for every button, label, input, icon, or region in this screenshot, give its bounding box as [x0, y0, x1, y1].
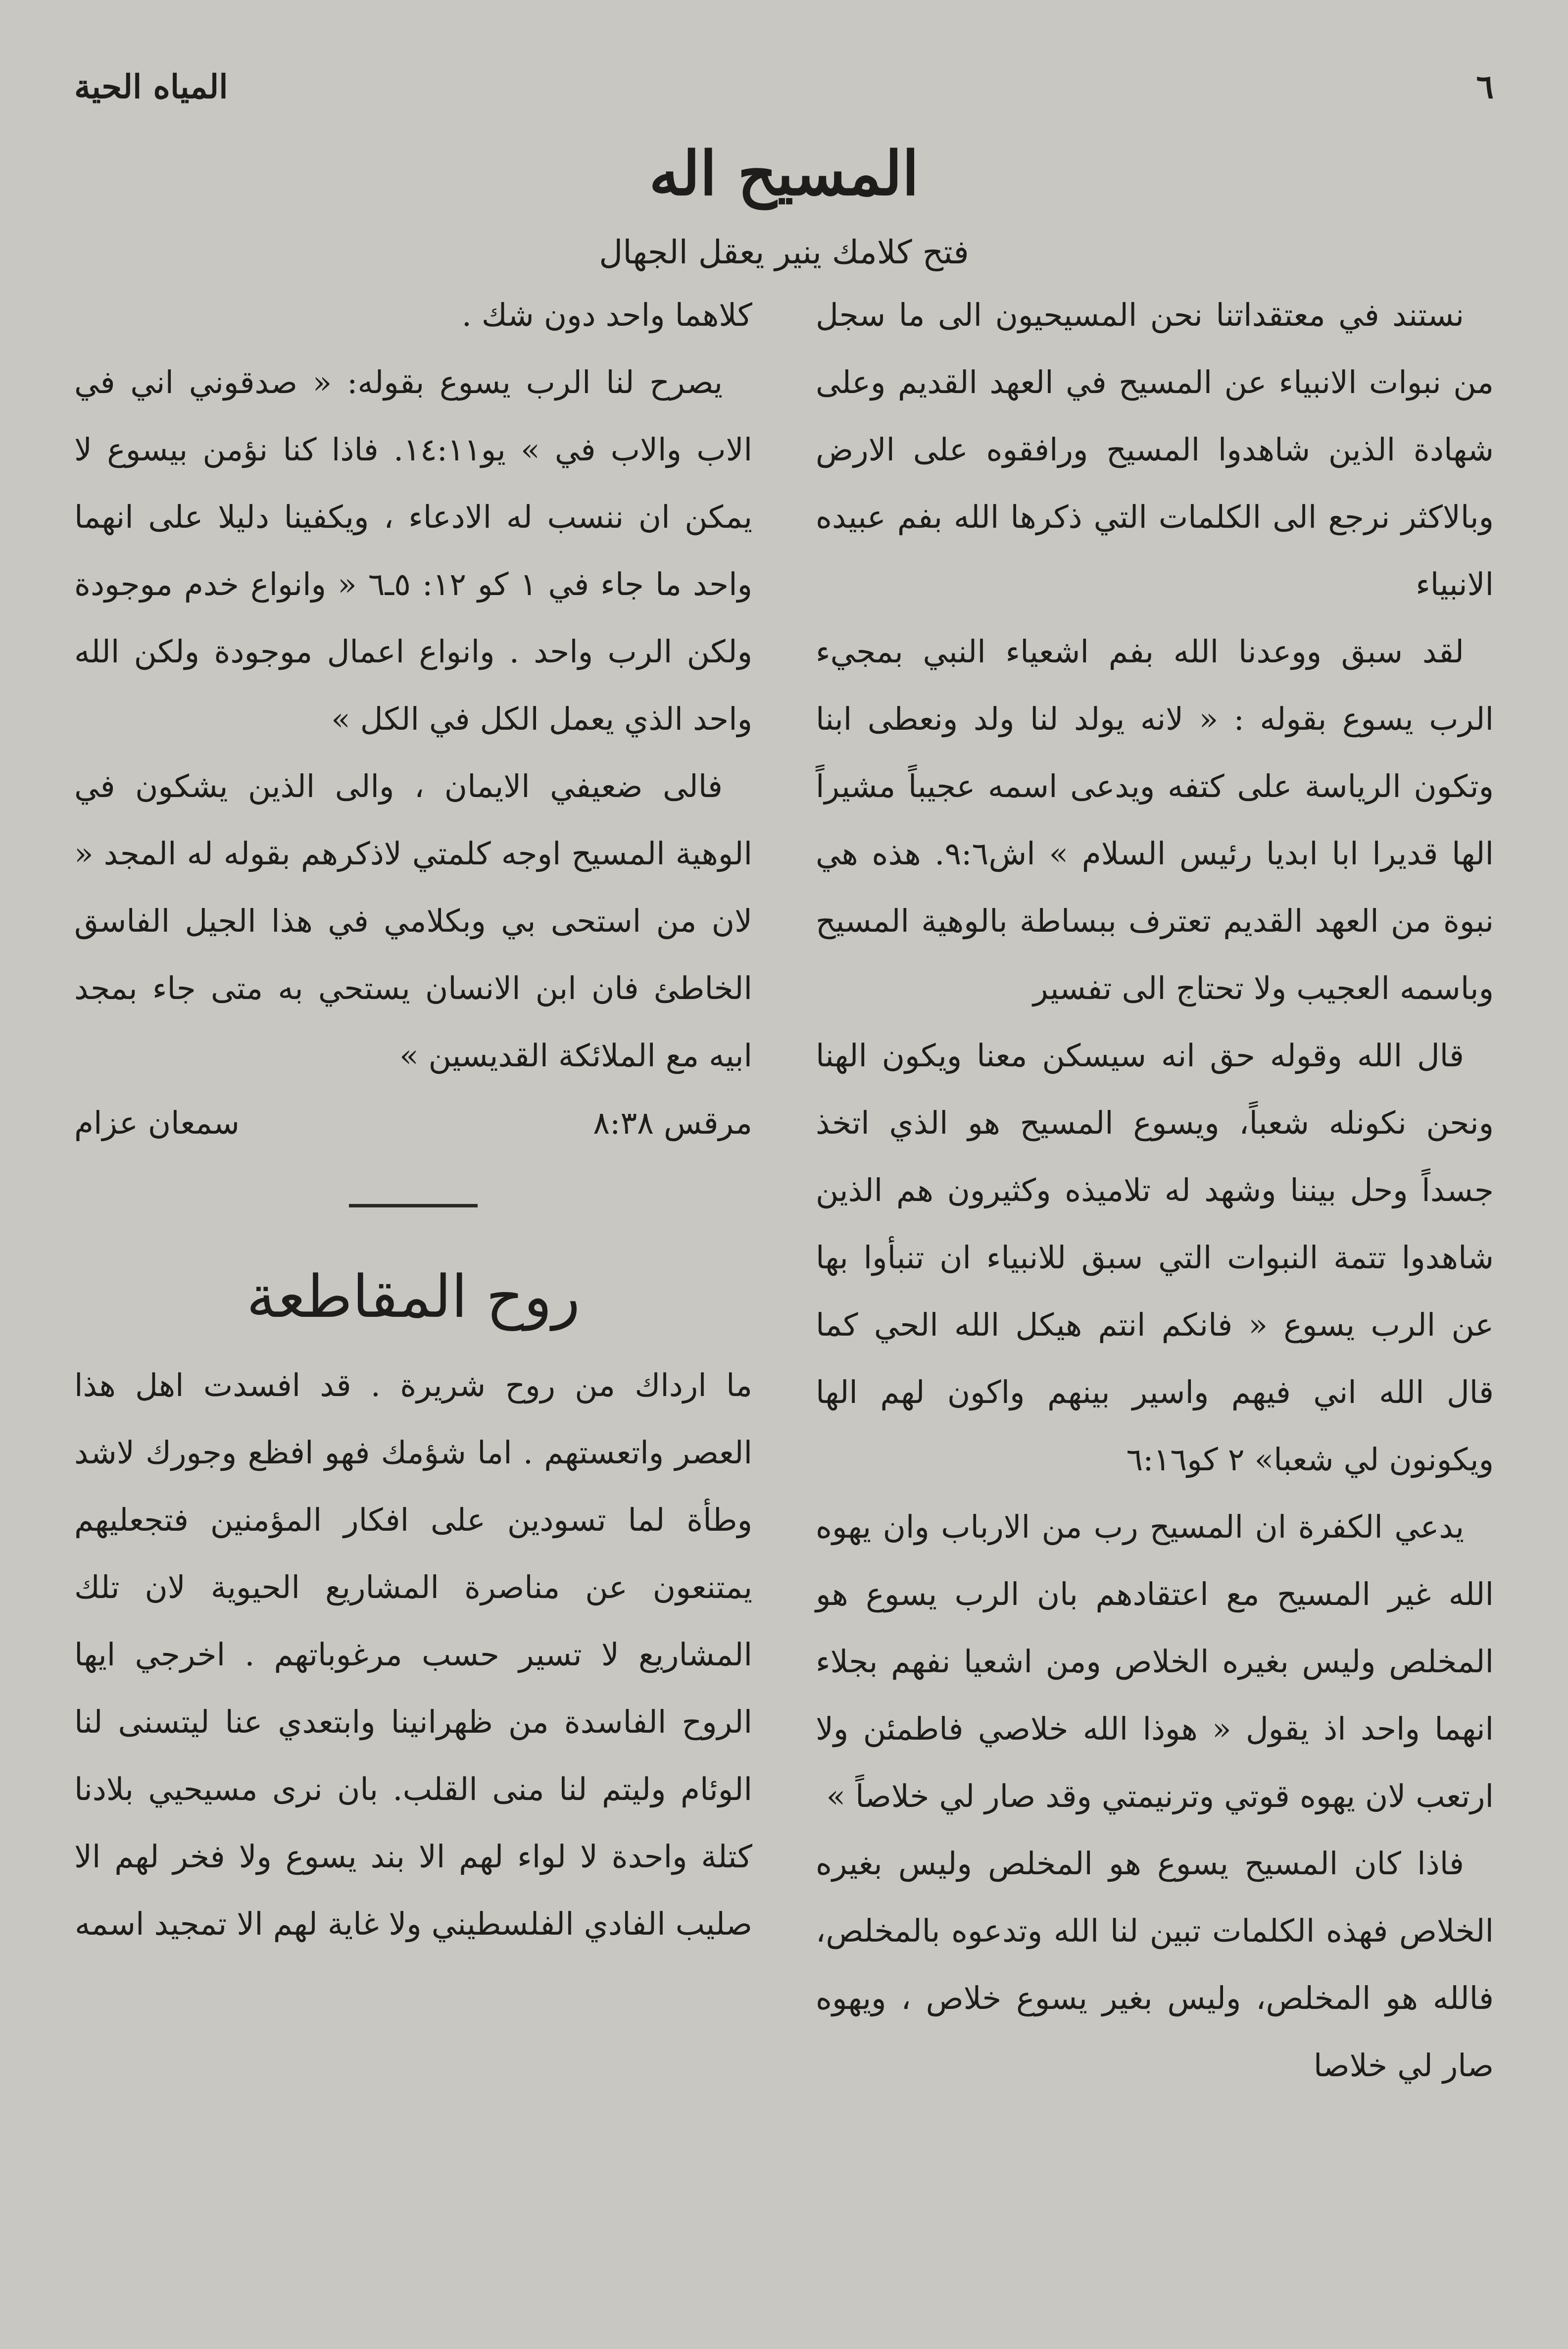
page-header	[74, 64, 1494, 109]
right-paragraph-3: قال الله وقوله حق انه سيسكن معنا ويكون الهنا ونحن نكونله شعباً، ويسوع المسيح هو الذي اتخذ جسداً وحل بيننا وشهد له تلاميذه وكثيرون هم الذين شاهدوا تتمة النبوات التي سبق للانبياء ان تنبأوا بها عن الرب يسوع « فانكم انتم هيكل الله الحي كما قال الله اني فيهم واسير بينهم واكون لهم الها ويكونون لي شعبا» ٢ كو٦:١٦	[816, 1038, 1494, 1478]
article-signature	[74, 1090, 752, 1157]
author-name: سمعان عزام	[74, 1105, 240, 1142]
article-subtitle: فتح كلامك ينير يعقل الجهال	[599, 233, 969, 272]
article-columns	[74, 282, 1494, 2099]
right-paragraph-2: لقد سبق ووعدنا الله بفم اشعياء النبي بمجيء الرب يسوع بقوله : « لانه يولد لنا ولد ونعطى ابنا وتكون الرياسة على كتفه ويدعى اسمه عجيباً مشيراً الها قديرا ابا ابديا رئيس السلام » اش٩:٦. هذه هي نبوة من العهد القديم تعترف ببساطة بالوهية المسيح وباسمه العجيب ولا تحتاج الى تفسير	[816, 634, 1494, 1007]
scripture-reference: مرقس ٨:٣٨	[593, 1105, 752, 1142]
second-article-body: ما ارداك من روح شريرة . قد افسدت اهل هذا العصر واتعستهم . اما شؤمك فهو افظع وجورك لاشد وطأة لما تسودين على افكار المؤمنين فتجعليهم يمتنعون عن مناصرة المشاريع الحيوية لان تلك المشاريع لا تسير حسب مرغوباتهم . اخرجي ايها الروح الفاسدة من ظهرانينا وابتعدي عنا ليتسنى لنا الوئام وليتم لنا منى القلب. بان نرى مسيحيي بلادنا كتلة واحدة لا لواء لهم الا بند يسوع ولا فخر لهم الا صليب الفادي الفلسطيني ولا غاية لهم الا تمجيد اسمه	[74, 1367, 752, 1943]
right-paragraph-5: فاذا كان المسيح يسوع هو المخلص وليس بغيره الخلاص فهذه الكلمات تبين لنا الله وتدعوه بالمخلص، فالله هو المخلص، وليس بغير يسوع خلاص ، ويهوه صار لي خلاصا	[816, 1846, 1494, 2084]
left-paragraph-2: يصرح لنا الرب يسوع بقوله: « صدقوني اني في الاب والاب في » يو١٤:١١. فاذا كنا نؤمن بيسوع لا يمكن ان ننسب له الادعاء ، ويكفينا دليلا على انهما واحد ما جاء في ١ كو ١٢: ٥ـ٦ « وانواع خدم موجودة ولكن الرب واحد . وانواع اعمال موجودة ولكن الله واحد الذي يعمل الكل في الكل »	[74, 364, 752, 738]
left-paragraph-3: فالى ضعيفي الايمان ، والى الذين يشكون في الوهية المسيح اوجه كلمتي لاذكرهم بقوله له المجد « لان من استحى بي وبكلامي في هذا الجيل الفاسق الخاطئ فان ابن الانسان يستحي به متى جاء بمجد ابيه مع الملائكة القديسين »	[74, 768, 752, 1074]
page-number: ٦	[1476, 67, 1494, 106]
right-paragraph-4: يدعي الكفرة ان المسيح رب من الارباب وان يهوه الله غير المسيح مع اعتقادهم بان الرب يسوع هو المخلص وليس بغيره الخلاص ومن اشعيا نفهم بجلاء انهما واحد اذ يقول « هوذا الله خلاصي فاطمئن ولا ارتعب لان يهوه قوتي وترنيمتي وقد صار لي خلاصاً »	[816, 1509, 1494, 1815]
right-paragraph-1: نستند في معتقداتنا نحن المسيحيون الى ما سجل من نبوات الانبياء عن المسيح في العهد القديم وعلى شهادة الذين شاهدوا المسيح ورافقوه على الارض وبالاكثر نرجع الى الكلمات التي ذكرها الله بفم عبيده الانبياء	[816, 297, 1494, 603]
section-divider	[349, 1204, 478, 1207]
article-title: المسيح اله	[649, 138, 919, 209]
publication-name: المياه الحية	[74, 67, 228, 106]
second-article-title: روح المقاطعة	[246, 1262, 581, 1331]
left-column	[74, 282, 752, 2099]
right-column	[816, 282, 1494, 2099]
left-paragraph-1: كلاهما واحد دون شك .	[461, 297, 752, 334]
